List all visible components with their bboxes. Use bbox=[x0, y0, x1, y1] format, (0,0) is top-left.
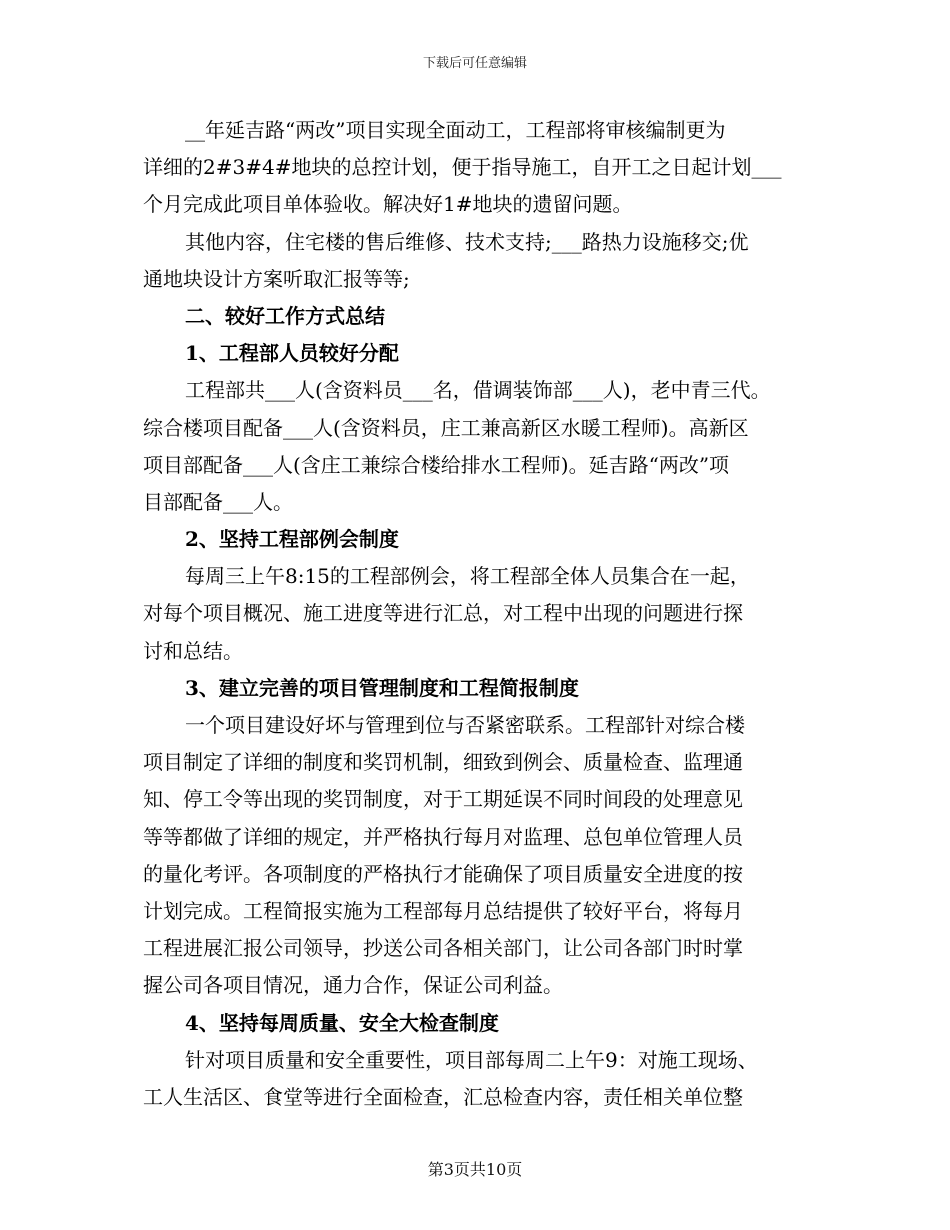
section-heading: 3、建立完善的项目管理制度和工程简报制度 bbox=[185, 675, 579, 700]
body-text-line: 综合楼项目配备___人(含资料员，庄工兼高新区水暖工程师)。高新区 bbox=[143, 415, 749, 440]
body-text-line: 项目部配备___人(含庄工兼综合楼给排水工程师)。延吉路“两改”项 bbox=[143, 452, 730, 477]
body-text-line: 知、停工令等出现的奖罚制度，对于工期延误不同时间段的处理意见 bbox=[143, 787, 743, 812]
body-text-line: 其他内容，住宅楼的售后维修、技术支持;___路热力设施移交;优 bbox=[185, 229, 749, 254]
body-text-line: 详细的2#3#4#地块的总控计划，便于指导施工，自开工之日起计划___ bbox=[143, 155, 782, 180]
section-heading: 4、坚持每周质量、安全大检查制度 bbox=[185, 1010, 499, 1035]
section-heading: 1、工程部人员较好分配 bbox=[185, 341, 399, 366]
page-header: 下载后可任意编辑 bbox=[422, 56, 527, 71]
body-text-line: __年延吉路“两改”项目实现全面动工，工程部将审核编制更为 bbox=[185, 118, 726, 142]
body-text-line: 每周三上午8:15的工程部例会，将工程部全体人员集合在一起， bbox=[185, 564, 750, 589]
body-text-line: 工人生活区、食堂等进行全面检查，汇总检查内容，责任相关单位整 bbox=[143, 1084, 743, 1109]
body-text-line: 工程进展汇报公司领导，抄送公司各相关部门，让公司各部门时时掌 bbox=[143, 936, 743, 961]
body-text-line: 等等都做了详细的规定，并严格执行每月对监理、总包单位管理人员 bbox=[143, 824, 743, 849]
body-text-line: 针对项目质量和安全重要性，项目部每周二上午9：对施工现场、 bbox=[185, 1047, 758, 1072]
section-heading: 2、坚持工程部例会制度 bbox=[185, 527, 399, 552]
body-text-line: 对每个项目概况、施工进度等进行汇总，对工程中出现的问题进行探 bbox=[143, 601, 743, 626]
body-text-line: 工程部共___人(含资料员___名，借调装饰部___人)，老中青三代。 bbox=[185, 378, 771, 403]
body-text-line: 项目制定了详细的制度和奖罚机制，细致到例会、质量检查、监理通 bbox=[143, 750, 743, 775]
body-text-line: 目部配备___人。 bbox=[143, 489, 293, 514]
body-text-line: 讨和总结。 bbox=[143, 638, 243, 663]
body-text-line: 通地块设计方案听取汇报等等; bbox=[143, 266, 410, 291]
body-text-line: 的量化考评。各项制度的严格执行才能确保了项目质量安全进度的按 bbox=[143, 861, 743, 886]
document-body bbox=[143, 112, 813, 1116]
section-heading: 二、较好工作方式总结 bbox=[185, 303, 385, 328]
body-text-line: 计划完成。工程简报实施为工程部每月总结提供了较好平台，将每月 bbox=[143, 898, 743, 923]
page-number-footer: 第3页共10页 bbox=[427, 1160, 523, 1179]
body-text-line: 一个项目建设好坏与管理到位与否紧密联系。工程部针对综合楼 bbox=[185, 713, 745, 737]
body-text-line: 握公司各项目情况，通力合作，保证公司利益。 bbox=[143, 973, 563, 998]
body-text-line: 个月完成此项目单体验收。解决好1#地块的遗留问题。 bbox=[143, 192, 633, 217]
